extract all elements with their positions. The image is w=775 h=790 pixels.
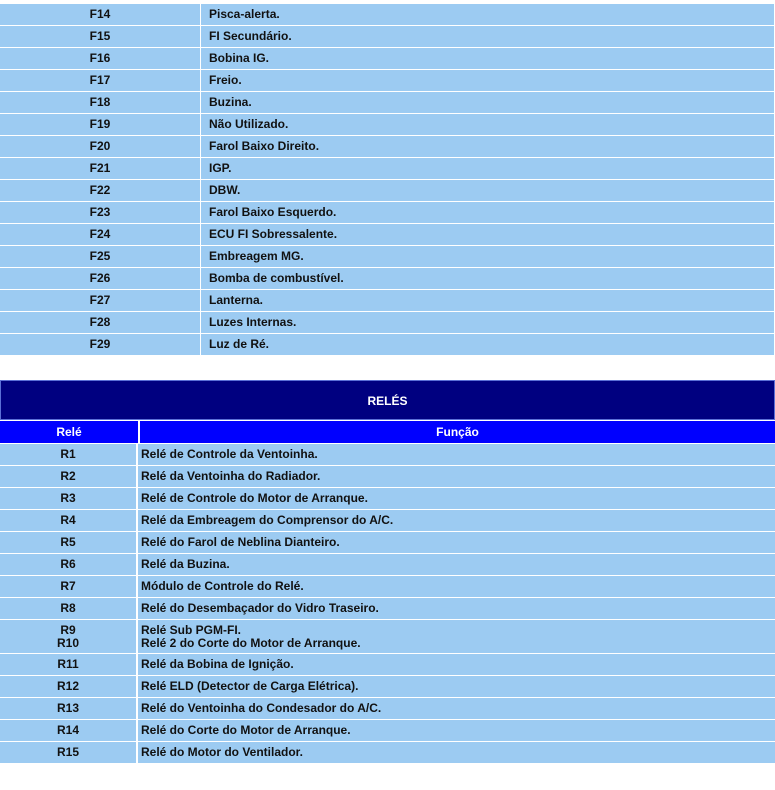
relay-table-header bbox=[0, 421, 775, 443]
relay-code: R5 bbox=[0, 532, 138, 553]
table-row bbox=[0, 742, 775, 763]
fuse-code: F28 bbox=[0, 312, 201, 333]
relay-code: R6 bbox=[0, 554, 138, 575]
relay-function: Relé da Embreagem do Comprensor do A/C. bbox=[138, 510, 775, 531]
relay-code: R1 bbox=[0, 444, 138, 465]
fuse-function: Lanterna. bbox=[201, 290, 775, 311]
table-row bbox=[0, 92, 775, 113]
fuse-function: Freio. bbox=[201, 70, 775, 91]
relay-code: R2 bbox=[0, 466, 138, 487]
table-row bbox=[0, 598, 775, 619]
column-header-function: Função bbox=[140, 421, 775, 443]
relay-function: Relé da Buzina. bbox=[138, 554, 775, 575]
relay-function: Relé do Motor do Ventilador. bbox=[138, 742, 775, 763]
table-row bbox=[0, 488, 775, 509]
relay-code: R15 bbox=[0, 742, 138, 763]
relay-function: Relé de Controle da Ventoinha. bbox=[138, 444, 775, 465]
relay-function: Relé Sub PGM-FI. Relé 2 do Corte do Motor de Arranque. bbox=[138, 620, 775, 653]
fuse-function: IGP. bbox=[201, 158, 775, 179]
fuse-code: F29 bbox=[0, 334, 201, 355]
fuse-code: F21 bbox=[0, 158, 201, 179]
table-row bbox=[0, 554, 775, 575]
table-row bbox=[0, 290, 775, 311]
relay-code: R7 bbox=[0, 576, 138, 597]
table-row bbox=[0, 26, 775, 47]
fuse-function: FI Secundário. bbox=[201, 26, 775, 47]
fuse-function: Buzina. bbox=[201, 92, 775, 113]
fuse-function: Embreagem MG. bbox=[201, 246, 775, 267]
relay-function: Relé do Corte do Motor de Arranque. bbox=[138, 720, 775, 741]
relay-section bbox=[0, 380, 775, 764]
fuse-function: DBW. bbox=[201, 180, 775, 201]
table-row bbox=[0, 510, 775, 531]
relay-code: R3 bbox=[0, 488, 138, 509]
fuse-function: Luz de Ré. bbox=[201, 334, 775, 355]
table-row bbox=[0, 268, 775, 289]
relay-section-title: RELÉS bbox=[0, 380, 775, 420]
fuse-code: F19 bbox=[0, 114, 201, 135]
fuse-function: Luzes Internas. bbox=[201, 312, 775, 333]
table-row bbox=[0, 654, 775, 675]
relay-code: R11 bbox=[0, 654, 138, 675]
table-row bbox=[0, 180, 775, 201]
fuse-function: Pisca-alerta. bbox=[201, 4, 775, 25]
relay-function: Relé ELD (Detector de Carga Elétrica). bbox=[138, 676, 775, 697]
table-row bbox=[0, 4, 775, 25]
relay-code: R8 bbox=[0, 598, 138, 619]
table-row bbox=[0, 720, 775, 741]
relay-function: Relé de Controle do Motor de Arranque. bbox=[138, 488, 775, 509]
relay-table-body bbox=[0, 444, 775, 763]
fuse-function: ECU FI Sobressalente. bbox=[201, 224, 775, 245]
table-row bbox=[0, 224, 775, 245]
relay-function: Relé do Ventoinha do Condesador do A/C. bbox=[138, 698, 775, 719]
fuse-code: F18 bbox=[0, 92, 201, 113]
table-row bbox=[0, 334, 775, 355]
table-row bbox=[0, 620, 775, 653]
table-row bbox=[0, 532, 775, 553]
table-row bbox=[0, 576, 775, 597]
table-row bbox=[0, 466, 775, 487]
column-header-relay: Relé bbox=[0, 421, 138, 443]
fuse-function: Não Utilizado. bbox=[201, 114, 775, 135]
fuse-code: F14 bbox=[0, 4, 201, 25]
fuse-function: Farol Baixo Direito. bbox=[201, 136, 775, 157]
fuse-code: F16 bbox=[0, 48, 201, 69]
relay-code: R4 bbox=[0, 510, 138, 531]
relay-function: Módulo de Controle do Relé. bbox=[138, 576, 775, 597]
fuse-code: F27 bbox=[0, 290, 201, 311]
fuse-table-body bbox=[0, 4, 775, 355]
fuse-code: F20 bbox=[0, 136, 201, 157]
relay-function: Relé do Farol de Neblina Dianteiro. bbox=[138, 532, 775, 553]
relay-function: Relé da Bobina de Ignição. bbox=[138, 654, 775, 675]
fuse-code: F25 bbox=[0, 246, 201, 267]
table-row bbox=[0, 312, 775, 333]
fuse-code: F24 bbox=[0, 224, 201, 245]
table-row bbox=[0, 158, 775, 179]
relay-code: R13 bbox=[0, 698, 138, 719]
table-row bbox=[0, 246, 775, 267]
fuse-code: F26 bbox=[0, 268, 201, 289]
relay-code: R12 bbox=[0, 676, 138, 697]
relay-function: Relé do Desembaçador do Vidro Traseiro. bbox=[138, 598, 775, 619]
table-row bbox=[0, 676, 775, 697]
relay-function: Relé da Ventoinha do Radiador. bbox=[138, 466, 775, 487]
table-row bbox=[0, 48, 775, 69]
relay-table bbox=[0, 443, 775, 764]
table-row bbox=[0, 70, 775, 91]
table-row bbox=[0, 136, 775, 157]
fuse-code: F15 bbox=[0, 26, 201, 47]
relay-code: R9 R10 bbox=[0, 620, 138, 653]
fuse-table bbox=[0, 3, 775, 356]
fuse-code: F17 bbox=[0, 70, 201, 91]
relay-code: R14 bbox=[0, 720, 138, 741]
fuse-function: Bobina IG. bbox=[201, 48, 775, 69]
table-row bbox=[0, 698, 775, 719]
table-row bbox=[0, 444, 775, 465]
fuse-code: F22 bbox=[0, 180, 201, 201]
fuse-function: Bomba de combustível. bbox=[201, 268, 775, 289]
fuse-code: F23 bbox=[0, 202, 201, 223]
fuse-function: Farol Baixo Esquerdo. bbox=[201, 202, 775, 223]
table-row bbox=[0, 202, 775, 223]
table-row bbox=[0, 114, 775, 135]
